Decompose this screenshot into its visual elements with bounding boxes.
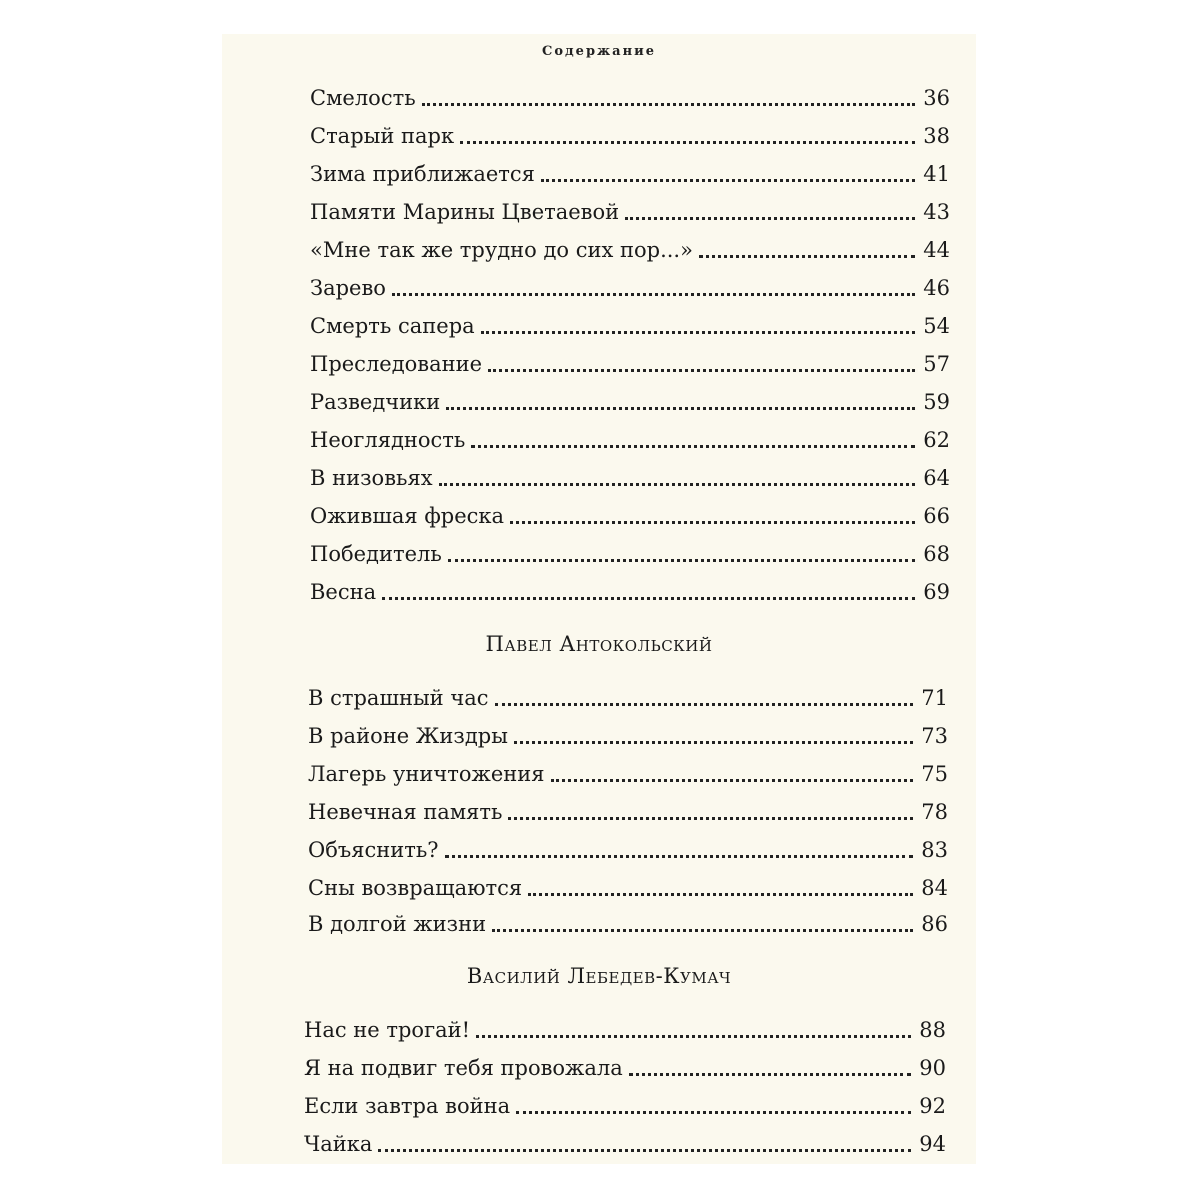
dot-leader — [445, 855, 914, 858]
dot-leader — [541, 179, 915, 182]
toc-entry — [308, 794, 948, 826]
dot-leader — [481, 331, 916, 334]
toc-entry-title: Лагерь уничтожения — [308, 762, 545, 786]
dot-leader — [439, 483, 916, 486]
toc-entry-page: 41 — [923, 162, 950, 186]
toc-entry-title: Смерть сапера — [310, 314, 475, 338]
toc-entry — [308, 680, 948, 712]
toc-entry-title: Чайка — [304, 1132, 373, 1156]
toc-entry-page: 66 — [923, 504, 950, 528]
dot-leader — [629, 1073, 912, 1076]
book-page — [222, 34, 976, 1164]
toc-entry — [310, 498, 950, 530]
dot-leader — [382, 597, 915, 600]
toc-entry — [304, 1088, 946, 1120]
toc-entry-title: Памяти Марины Цветаевой — [310, 200, 620, 224]
dot-leader — [492, 929, 913, 932]
toc-entry-title: Зима приближается — [310, 162, 535, 186]
dot-leader — [488, 369, 915, 372]
author-heading: Василий Лебедев-Кумач — [466, 964, 732, 988]
toc-entry — [310, 460, 950, 492]
toc-entry-page: 36 — [923, 86, 950, 110]
running-head: Содержание — [541, 44, 657, 59]
dot-leader — [514, 741, 913, 744]
toc-entry-title: Неоглядность — [310, 428, 466, 452]
toc-entry — [310, 270, 950, 302]
toc-entry-title: Преследование — [310, 352, 483, 376]
toc-entry-title: Я на подвиг тебя провожала — [304, 1056, 623, 1080]
toc-entry-title: Нас не трогай! — [304, 1018, 471, 1042]
author-heading: Павел Антокольский — [485, 632, 713, 656]
toc-entry-title: Сны возвращаются — [308, 876, 523, 900]
toc-entry-page: 69 — [923, 580, 950, 604]
toc-entry — [304, 1050, 946, 1082]
dot-leader — [392, 293, 915, 296]
toc-entry-title: В низовьях — [310, 466, 433, 490]
dot-leader — [508, 817, 913, 820]
toc-entry-page: 90 — [919, 1056, 946, 1080]
toc-entry — [310, 536, 950, 568]
toc-entry-page: 38 — [923, 124, 950, 148]
toc-entry — [304, 1012, 946, 1044]
toc-entry — [310, 574, 950, 606]
dot-leader — [446, 407, 915, 410]
toc-entry-title: Объяснить? — [308, 838, 439, 862]
toc-entry-title: В страшный час — [308, 686, 489, 710]
toc-entry-page: 71 — [921, 686, 948, 710]
toc-entry — [310, 346, 950, 378]
dot-leader — [528, 893, 913, 896]
toc-entry-title: Невечная память — [308, 800, 503, 824]
toc-entry-page: 46 — [923, 276, 950, 300]
toc-entry-page: 68 — [923, 542, 950, 566]
dot-leader — [625, 217, 915, 220]
dot-leader — [448, 559, 915, 562]
toc-entry — [310, 156, 950, 188]
dot-leader — [510, 521, 915, 524]
dot-leader — [551, 779, 914, 782]
toc-entry-page: 43 — [923, 200, 950, 224]
dot-leader — [516, 1111, 911, 1114]
toc-entry-page: 59 — [923, 390, 950, 414]
toc-entry — [310, 118, 950, 150]
dot-leader — [378, 1149, 911, 1152]
toc-entry-title: Если завтра война — [304, 1094, 511, 1118]
toc-entry-page: 57 — [923, 352, 950, 376]
toc-entry-page: 94 — [919, 1132, 946, 1156]
toc-entry-page: 92 — [919, 1094, 946, 1118]
toc-entry-page: 44 — [923, 238, 950, 262]
toc-entry-page: 73 — [921, 724, 948, 748]
toc-entry-page: 62 — [923, 428, 950, 452]
dot-leader — [495, 703, 914, 706]
toc-entry-title: Смелость — [310, 86, 416, 110]
toc-entry-title: Зарево — [310, 276, 386, 300]
toc-entry — [310, 422, 950, 454]
toc-entry-title: Старый парк — [310, 124, 455, 148]
toc-entry — [310, 384, 950, 416]
toc-entry-title: Разведчики — [310, 390, 441, 414]
toc-entry-title: В долгой жизни — [308, 912, 487, 936]
toc-entry — [310, 194, 950, 226]
toc-entry — [308, 756, 948, 788]
toc-entry — [304, 1126, 946, 1158]
dot-leader — [422, 103, 916, 106]
toc-entry-page: 78 — [921, 800, 948, 824]
toc-entry-page: 64 — [923, 466, 950, 490]
toc-entry-title: «Мне так же трудно до сих пор...» — [310, 238, 693, 262]
toc-entry-page: 83 — [921, 838, 948, 862]
toc-entry-page: 84 — [921, 876, 948, 900]
dot-leader — [476, 1035, 911, 1038]
dot-leader — [460, 141, 915, 144]
toc-entry — [310, 308, 950, 340]
toc-entry-page: 54 — [923, 314, 950, 338]
toc-entry-title: В районе Жиздры — [308, 724, 508, 748]
dot-leader — [699, 255, 915, 258]
dot-leader — [471, 445, 915, 448]
toc-entry-page: 86 — [921, 912, 948, 936]
toc-entry — [310, 232, 950, 264]
toc-entry-page: 88 — [919, 1018, 946, 1042]
toc-entry-page: 75 — [921, 762, 948, 786]
toc-entry-title: Весна — [310, 580, 377, 604]
toc-entry — [308, 832, 948, 864]
toc-entry — [310, 80, 950, 112]
toc-entry — [308, 870, 948, 902]
toc-entry — [308, 906, 948, 938]
toc-entry-title: Ожившая фреска — [310, 504, 505, 528]
toc-entry — [308, 718, 948, 750]
toc-entry-title: Победитель — [310, 542, 442, 566]
